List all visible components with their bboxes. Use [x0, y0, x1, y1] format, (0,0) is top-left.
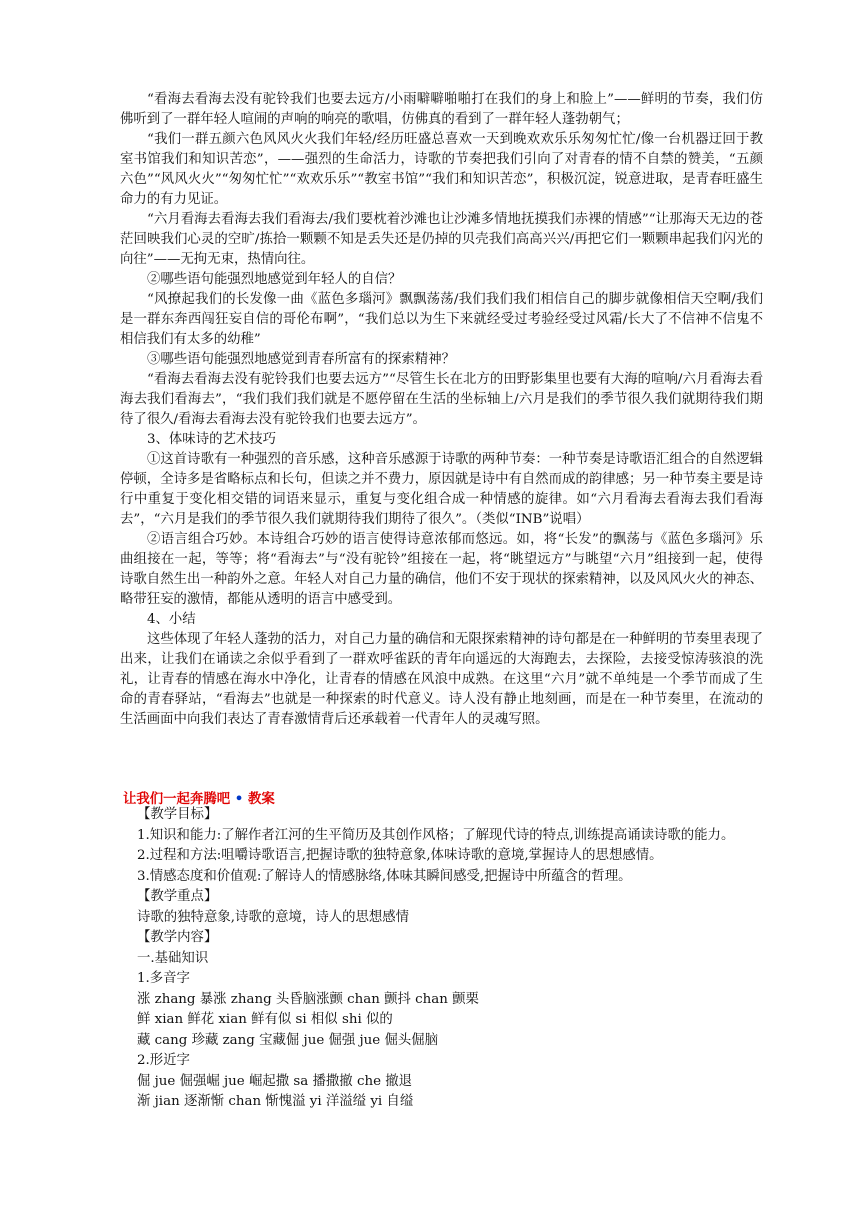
- paragraph: “看海去看海去没有驼铃我们也要去远方”“尽管生长在北方的田野影集里也要有大海的喧响/六月看海去看海去我们看海去”，“我们我们我们就是不愿停留在生活的坐标轴上/六月是我们的季节很久我们就期待我们期待了很久/看海去看海去没有驼铃我们也要去远方”。: [120, 372, 763, 427]
- key-points-text: 诗歌的独特意象,诗歌的意境，诗人的思想感情: [137, 909, 410, 925]
- title-tail: 教案: [248, 792, 275, 807]
- paragraph: 这些体现了年轻人蓬勃的活力，对自己力量的确信和无限探索精神的诗句都是在一种鲜明的节奏里表现了出来，让我们在诵读之余似乎看到了一群欢呼雀跃的青年向遥远的大海跑去，去探险，去接受惊涛骇浪的洗礼，让青春的情感在海水中净化，让青春的情感在风浪中成熟。在这里“六月”就不单纯是一个季节而成了生命的青春驿站，“看海去”也就是一种探索的时代意义。诗人没有静止地刻画，而是在一种节奏里，在流动的生活画面中向我们表达了青春激情背后还承载着一代青年人的灵魂写照。: [120, 632, 763, 727]
- goal-item: 2.过程和方法:咀嚼诗歌语言,把握诗歌的独特意象,体味诗歌的意境,掌握诗人的思想感情。: [137, 848, 663, 863]
- heading-content: 【教学内容】: [137, 930, 218, 945]
- question-heading: ③哪些语句能强烈地感觉到青春所富有的探索精神？: [147, 352, 455, 367]
- content-line: 藏 cang 珍藏 zang 宝藏倔 jue 倔强 jue 倔头倔脑: [137, 1032, 439, 1048]
- goal-item: 1.知识和能力:了解作者江河的生平简历及其创作风格；了解现代诗的特点,训练提高诵读诗歌的能力。: [137, 827, 735, 843]
- title-dot: •: [234, 792, 244, 807]
- content-line: 倔 jue 倔强崛 jue 崛起撒 sa 播撒撤 che 撤退: [137, 1073, 413, 1089]
- content-line: 1.多音字: [137, 971, 190, 986]
- paragraph: “看海去看海去没有驼铃我们也要去远方/小雨噼噼啪啪打在我们的身上和脸上”——鲜明的节奏，我们仿佛听到了一群年轻人喧闹的声响的响亮的歌唱，仿佛真的看到了一群年轻人蓬勃朝气；: [120, 92, 763, 127]
- paragraph: ②语言组合巧妙。本诗组合巧妙的语言使得诗意浓郁而悠远。如，将“长发”的飘荡与《蓝色多瑙河》乐曲组接在一起，等等；将“看海去”与“没有驼铃”组接在一起，将“眺望远方”与眺望“六月”组接到一起，使得诗歌自然生出一种韵外之意。年轻人对自己力量的确信，他们不安于现状的探索精神，以及风风火火的神态、略带狂妄的激情，都能从透明的语言中感受到。: [120, 532, 763, 607]
- question-heading: ②哪些语句能强烈地感觉到年轻人的自信？: [147, 272, 402, 287]
- content-line: 2.形近字: [137, 1053, 190, 1068]
- article-body: [120, 90, 763, 730]
- content-line: 渐 jian 逐渐惭 chan 惭愧溢 yi 洋溢缢 yi 自缢: [137, 1094, 414, 1109]
- section-heading: 3、体味诗的艺术技巧: [147, 432, 277, 447]
- goal-item: 3.情感态度和价值观:了解诗人的情感脉络,体味其瞬间感受,把握诗中所蕴含的哲理。: [137, 868, 632, 884]
- paragraph: “六月看海去看海去我们看海去/我们要枕着沙滩也让沙滩多情地抚摸我们赤裸的情感”“让那海天无边的苍茫回映我们心灵的空旷/拣拾一颗颗不知是丢失还是仍掉的贝壳我们高高兴兴/再把它们一颗颗串起我们闪光的向往”——无拘无束，热情向往。: [120, 212, 763, 267]
- content-line: 一.基础知识: [137, 950, 209, 966]
- heading-key-points: 【教学重点】: [137, 889, 218, 904]
- paragraph: “风撩起我们的长发像一曲《蓝色多瑙河》飘飘荡荡/我们我们我们相信自己的脚步就像相信天空啊/我们是一群东奔西闯狂妄自信的哥伦布啊”，“我们总以为生下来就经受过考验经受过风霜/长大了不信神不信鬼不相信我们有太多的幼稚”: [120, 292, 763, 347]
- content-line: 涨 zhang 暴涨 zhang 头昏脑涨颤 chan 颤抖 chan 颤栗: [137, 991, 479, 1007]
- paragraph: ①这首诗歌有一种强烈的音乐感，这种音乐感源于诗歌的两种节奏：一种节奏是诗歌语汇组合的自然逻辑停顿，全诗多是省略标点和长句，但读之并不费力，原因就是诗中有自然而成的韵律感；另一种节奏主要是诗行中重复于变化相交错的词语来显示，重复与变化组合成一种情感的旋律。如“六月看海去看海去我们看海去”，“六月是我们的季节很久我们就期待我们期待了很久”。（类似“INB”说唱）: [120, 452, 763, 527]
- content-line: 鲜 xian 鲜花 xian 鲜有似 si 相似 shi 似的: [137, 1012, 393, 1027]
- lesson-plan: [137, 805, 763, 1113]
- paragraph: “我们一群五颜六色风风火火我们年轻/经历旺盛总喜欢一天到晚欢欢乐乐匆匆忙忙/像一台机器迂回于教室书馆我们和知识苦恋”，——强烈的生命活力，诗歌的节奏把我们引向了对青春的情不自禁的赞美，“五颜六色”“风风火火”“匆匆忙忙”“欢欢乐乐”“教室书馆”“我们和知识苦恋”，积极沉淀，锐意进取，是青春旺盛生命力的有力见证。: [120, 132, 763, 207]
- title-main: 让我们一起奔腾吧: [123, 792, 231, 807]
- section-heading: 4、小结: [147, 612, 196, 627]
- heading-teaching-goals: 【教学目标】: [137, 807, 218, 822]
